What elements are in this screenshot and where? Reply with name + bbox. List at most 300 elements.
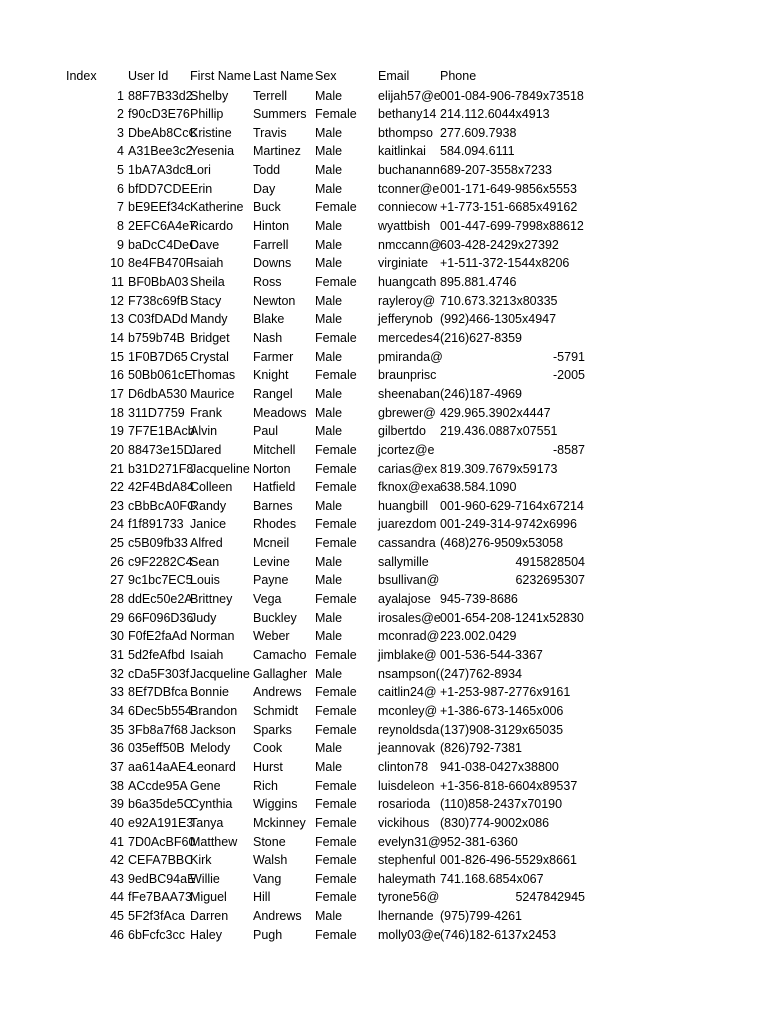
cell-user-id: 8e4FB470F: [128, 256, 194, 271]
cell-phone: 945-739-8686: [440, 592, 518, 607]
cell-last-name: Gallagher: [253, 666, 308, 681]
cell-first-name: Jared: [190, 442, 222, 457]
cell-phone: 001-249-314-9742x6996: [440, 517, 577, 532]
cell-first-name: Tanya: [190, 815, 224, 830]
cell-sex: Female: [315, 648, 357, 662]
cell-phone: 710.673.3213x80335: [440, 293, 558, 308]
cell-index: 34: [110, 703, 124, 718]
table-row: [0, 198, 768, 217]
table-row: [0, 404, 768, 423]
cell-sex: Female: [315, 890, 357, 905]
table-row: [0, 926, 768, 945]
table-row: [0, 310, 768, 329]
cell-phone: (992)466-1305x4947: [440, 312, 557, 327]
cell-user-id: A31Bee3c2: [128, 144, 193, 159]
table-row: [0, 683, 768, 702]
cell-phone: 001-536-544-3367: [440, 648, 543, 662]
table-row: [0, 329, 768, 348]
cell-user-id: c9F2282C4: [128, 554, 193, 569]
cell-sex: Female: [315, 368, 357, 383]
cell-sex: Female: [315, 834, 357, 849]
cell-index: 18: [110, 405, 124, 420]
table-row: [0, 571, 768, 590]
cell-phone: 895.881.4746: [440, 275, 517, 289]
table-row: [0, 888, 768, 907]
table-row: [0, 348, 768, 367]
cell-user-id: 9edBC94aE: [128, 871, 196, 886]
cell-user-id: bfDD7CDE: [128, 181, 190, 196]
cell-index: 35: [110, 722, 124, 737]
cell-sex: Male: [315, 312, 343, 327]
cell-phone: 741.168.6854x067: [440, 871, 544, 886]
cell-last-name: Mcneil: [253, 536, 290, 551]
cell-user-id: CEFA7BBC: [128, 853, 194, 868]
cell-last-name: Hatfield: [253, 480, 296, 495]
cell-user-id: BF0BbA03: [128, 275, 189, 289]
cell-index: 19: [110, 424, 124, 439]
cell-first-name: Randy: [190, 498, 227, 513]
cell-user-id: ACcde95A: [128, 778, 188, 793]
cell-phone: 214.112.6044x4913: [440, 107, 550, 122]
cell-last-name: Payne: [253, 573, 289, 588]
cell-phone: 952-381-6360: [440, 834, 518, 849]
cell-phone: (830)774-9002x086: [440, 815, 550, 830]
cell-sex: Male: [315, 349, 343, 364]
table-row: [0, 833, 768, 852]
cell-user-id: 5F2f3fAca: [128, 909, 185, 924]
cell-index: 23: [110, 498, 124, 513]
header-last-name: Last Name: [253, 69, 314, 83]
cell-phone: 5247842945: [515, 890, 585, 905]
cell-sex: Male: [315, 405, 343, 420]
cell-first-name: Kirk: [190, 853, 212, 868]
cell-index: 39: [110, 797, 124, 812]
cell-phone: 223.002.0429: [440, 629, 517, 644]
cell-user-id: 7F7E1BAcb: [128, 424, 195, 439]
cell-user-id: b31D271F8: [128, 461, 194, 476]
cell-user-id: 1bA7A3dc8: [128, 163, 193, 178]
cell-last-name: Andrews: [253, 685, 302, 700]
cell-sex: Female: [315, 107, 357, 122]
cell-first-name: Thomas: [190, 368, 236, 383]
table-row: [0, 739, 768, 758]
cell-index: 16: [110, 368, 124, 383]
cell-index: 37: [110, 759, 124, 774]
table-row: [0, 385, 768, 404]
cell-last-name: Summers: [253, 107, 307, 122]
cell-user-id: 7D0AcBF60: [128, 834, 196, 849]
cell-sex: Male: [315, 629, 343, 644]
cell-index: 20: [110, 442, 124, 457]
cell-last-name: Andrews: [253, 909, 302, 924]
cell-last-name: Blake: [253, 312, 285, 327]
cell-sex: Male: [315, 610, 343, 625]
cell-user-id: 035eff50B: [128, 741, 185, 756]
cell-user-id: 9c1bc7EC5: [128, 573, 193, 588]
table-row: [0, 161, 768, 180]
cell-user-id: 8Ef7DBfca: [128, 685, 188, 700]
cell-email: caitlin24@: [378, 685, 437, 700]
header-index: Index: [66, 69, 97, 83]
cell-last-name: Rich: [253, 778, 279, 793]
table-row: [0, 851, 768, 870]
cell-sex: Male: [315, 144, 343, 159]
cell-first-name: Brandon: [190, 703, 238, 718]
cell-user-id: 1F0B7D65: [128, 349, 188, 364]
cell-user-id: 88473e15D: [128, 442, 193, 457]
cell-index: 30: [110, 629, 124, 644]
cell-email: wyattbish: [378, 219, 431, 234]
cell-sex: Male: [315, 498, 343, 513]
cell-first-name: Norman: [190, 629, 235, 644]
cell-index: 24: [110, 517, 124, 532]
cell-email: bthompso: [378, 125, 433, 140]
cell-first-name: Isaiah: [190, 256, 224, 271]
cell-last-name: Mitchell: [253, 442, 296, 457]
cell-last-name: Downs: [253, 256, 292, 271]
cell-sex: Female: [315, 927, 357, 942]
table-row: [0, 105, 768, 124]
cell-first-name: Lori: [190, 163, 211, 178]
cell-user-id: 3Fb8a7f68: [128, 722, 188, 737]
cell-email: gilbertdo: [378, 424, 426, 439]
cell-user-id: DbeAb8CcC: [128, 125, 198, 140]
cell-index: 14: [110, 330, 124, 345]
cell-phone: 001-084-906-7849x73518: [440, 88, 584, 103]
cell-user-id: aa614aAE4: [128, 759, 194, 774]
cell-email: jefferynob: [378, 312, 433, 327]
cell-phone: 941-038-0427x38800: [440, 759, 559, 774]
cell-first-name: Ricardo: [190, 219, 234, 234]
cell-sex: Male: [315, 237, 343, 252]
cell-first-name: Leonard: [190, 759, 236, 774]
cell-first-name: Brittney: [190, 592, 233, 607]
cell-last-name: Sparks: [253, 722, 292, 737]
cell-email: huangcath: [378, 275, 437, 289]
cell-first-name: Jackson: [190, 722, 236, 737]
cell-sex: Female: [315, 703, 357, 718]
cell-index: 27: [110, 573, 124, 588]
table-row: [0, 366, 768, 385]
cell-email: tyrone56@: [378, 890, 440, 905]
table-row: [0, 777, 768, 796]
cell-email: pmiranda@: [378, 349, 443, 364]
table-row: [0, 254, 768, 273]
cell-first-name: Shelby: [190, 88, 229, 103]
cell-last-name: Nash: [253, 330, 283, 345]
cell-phone: (468)276-9509x53058: [440, 536, 564, 551]
cell-email: mercedes4: [378, 330, 440, 345]
table-row: [0, 609, 768, 628]
cell-last-name: Terrell: [253, 88, 288, 103]
cell-phone: 001-654-208-1241x52830: [440, 610, 584, 625]
table-row: [0, 665, 768, 684]
cell-email: juarezdom: [378, 517, 437, 532]
cell-phone: (247)762-8934: [440, 666, 523, 681]
cell-phone: (746)182-6137x2453: [440, 927, 557, 942]
cell-last-name: Walsh: [253, 853, 288, 868]
cell-last-name: Barnes: [253, 498, 293, 513]
cell-user-id: f1f891733: [128, 517, 184, 532]
cell-email: jcortez@e: [378, 442, 435, 457]
cell-email: kaitlinkai: [378, 144, 426, 159]
cell-last-name: Rangel: [253, 386, 293, 401]
cell-phone: 001-826-496-5529x8661: [440, 853, 577, 868]
cell-email: buchanann: [378, 163, 440, 178]
table-row: [0, 646, 768, 665]
cell-index: 6: [117, 181, 124, 196]
cell-email: stephenful: [378, 853, 436, 868]
cell-user-id: cDa5F303f: [128, 666, 190, 681]
cell-email: jimblake@: [378, 648, 437, 662]
cell-last-name: Paul: [253, 424, 279, 439]
cell-email: tconner@e: [378, 181, 440, 196]
cell-phone: (826)792-7381: [440, 741, 523, 756]
table-row: [0, 702, 768, 721]
cell-index: 3: [117, 125, 124, 140]
cell-sex: Male: [315, 666, 343, 681]
cell-first-name: Stacy: [190, 293, 222, 308]
cell-sex: Female: [315, 853, 357, 868]
cell-sex: Male: [315, 424, 343, 439]
table-row: [0, 180, 768, 199]
cell-last-name: Martinez: [253, 144, 301, 159]
cell-phone: 001-960-629-7164x67214: [440, 498, 584, 513]
cell-index: 43: [110, 871, 124, 886]
cell-last-name: Knight: [253, 368, 289, 383]
cell-first-name: Cynthia: [190, 797, 233, 812]
cell-first-name: Janice: [190, 517, 227, 532]
cell-sex: Female: [315, 797, 357, 812]
cell-sex: Male: [315, 573, 343, 588]
cell-index: 36: [110, 741, 124, 756]
cell-email: mconrad@: [378, 629, 440, 644]
cell-email: irosales@e: [378, 610, 441, 625]
cell-sex: Female: [315, 778, 357, 793]
cell-email: lhernande: [378, 909, 434, 924]
cell-phone: +1-773-151-6685x49162: [440, 200, 578, 215]
cell-first-name: Melody: [190, 741, 231, 756]
cell-last-name: Rhodes: [253, 517, 297, 532]
cell-last-name: Wiggins: [253, 797, 298, 812]
cell-last-name: Day: [253, 181, 276, 196]
cell-index: 22: [110, 480, 124, 495]
cell-user-id: 2EFC6A4e7: [128, 219, 197, 234]
cell-email: molly03@e: [378, 927, 441, 942]
cell-sex: Female: [315, 592, 357, 607]
table-row: [0, 124, 768, 143]
cell-email: gbrewer@: [378, 405, 436, 420]
cell-user-id: b759b74B: [128, 330, 186, 345]
cell-user-id: e92A191E3: [128, 815, 194, 830]
cell-sex: Female: [315, 871, 357, 886]
cell-index: 21: [110, 461, 124, 476]
cell-sex: Male: [315, 219, 343, 234]
header-sex: Sex: [315, 69, 337, 83]
cell-phone: 689-207-3558x7233: [440, 163, 552, 178]
cell-last-name: Stone: [253, 834, 286, 849]
cell-index: 4: [117, 144, 124, 159]
cell-phone: 277.609.7938: [440, 125, 517, 140]
cell-first-name: Dave: [190, 237, 220, 252]
cell-index: 42: [110, 853, 124, 868]
cell-user-id: cBbBcA0FC: [128, 498, 197, 513]
cell-first-name: Yesenia: [190, 144, 235, 159]
cell-email: nsampson(: [378, 666, 440, 681]
cell-first-name: Jacqueline: [190, 461, 250, 476]
cell-email: virginiate: [378, 256, 429, 271]
cell-first-name: Colleen: [190, 480, 233, 495]
cell-index: 9: [117, 237, 124, 252]
cell-user-id: 5d2feAfbd: [128, 648, 185, 662]
cell-sex: Female: [315, 442, 357, 457]
table-row: [0, 721, 768, 740]
cell-last-name: Travis: [253, 125, 287, 140]
cell-email: luisdeleon: [378, 778, 435, 793]
cell-user-id: bE9EEf34c: [128, 200, 191, 215]
cell-phone: 4915828504: [515, 554, 585, 569]
table-row: [0, 217, 768, 236]
cell-first-name: Louis: [190, 573, 220, 588]
cell-first-name: Sheila: [190, 275, 225, 289]
cell-phone: 638.584.1090: [440, 480, 517, 495]
cell-email: carias@ex: [378, 461, 438, 476]
cell-last-name: Schmidt: [253, 703, 299, 718]
cell-sex: Male: [315, 759, 343, 774]
cell-user-id: fFe7BAA73: [128, 890, 192, 905]
cell-sex: Male: [315, 909, 343, 924]
cell-last-name: Buckley: [253, 610, 297, 625]
cell-phone: -8587: [553, 442, 585, 457]
cell-last-name: Ross: [253, 275, 282, 289]
cell-email: huangbill: [378, 498, 429, 513]
cell-email: bsullivan@: [378, 573, 440, 588]
cell-phone: 6232695307: [515, 573, 585, 588]
cell-last-name: Vang: [253, 871, 282, 886]
table-row: [0, 478, 768, 497]
cell-email: mconley@: [378, 703, 438, 718]
cell-last-name: Weber: [253, 629, 290, 644]
table-row: [0, 534, 768, 553]
cell-first-name: Bridget: [190, 330, 230, 345]
cell-last-name: Farmer: [253, 349, 294, 364]
cell-index: 26: [110, 554, 124, 569]
cell-last-name: Buck: [253, 200, 281, 215]
cell-first-name: Alvin: [190, 424, 218, 439]
cell-first-name: Darren: [190, 909, 229, 924]
cell-email: vickihous: [378, 815, 430, 830]
cell-email: elijah57@e: [378, 88, 441, 103]
cell-email: conniecow: [378, 200, 438, 215]
table-row: [0, 758, 768, 777]
header-phone: Phone: [440, 69, 477, 83]
cell-user-id: 42F4BdA84: [128, 480, 195, 495]
cell-phone: (216)627-8359: [440, 330, 523, 345]
cell-user-id: c5B09fb33: [128, 536, 188, 551]
cell-last-name: Levine: [253, 554, 290, 569]
cell-email: reynoldsda: [378, 722, 440, 737]
cell-user-id: D6dbA530: [128, 386, 188, 401]
cell-first-name: Phillip: [190, 107, 224, 122]
cell-last-name: Pugh: [253, 927, 283, 942]
table-row: [0, 814, 768, 833]
cell-first-name: Gene: [190, 778, 221, 793]
cell-last-name: Vega: [253, 592, 282, 607]
cell-email: sheenaban: [378, 386, 440, 401]
cell-index: 28: [110, 592, 124, 607]
cell-sex: Male: [315, 741, 343, 756]
cell-index: 8: [117, 219, 124, 234]
cell-phone: 219.436.0887x07551: [440, 424, 558, 439]
cell-last-name: Hinton: [253, 219, 290, 234]
cell-index: 10: [110, 256, 124, 271]
cell-sex: Female: [315, 330, 357, 345]
cell-phone: 584.094.6111: [440, 144, 515, 159]
table-row: [0, 236, 768, 255]
cell-last-name: Hurst: [253, 759, 283, 774]
cell-email: sallymille: [378, 554, 429, 569]
cell-user-id: 6bFcfc3cc: [128, 927, 185, 942]
cell-sex: Male: [315, 125, 343, 140]
cell-email: ayalajose: [378, 592, 431, 607]
cell-index: 12: [110, 293, 124, 308]
cell-user-id: F0fE2faAd: [128, 629, 188, 644]
cell-user-id: b6a35de5C: [128, 797, 193, 812]
cell-user-id: ddEc50e2A: [128, 592, 193, 607]
cell-user-id: F738c69fB: [128, 293, 189, 308]
cell-sex: Male: [315, 386, 343, 401]
table-row: [0, 795, 768, 814]
table-row: [0, 460, 768, 479]
cell-index: 1: [117, 88, 124, 103]
cell-sex: Male: [315, 256, 343, 271]
cell-last-name: Camacho: [253, 648, 307, 662]
cell-index: 46: [110, 927, 124, 942]
cell-first-name: Sean: [190, 554, 220, 569]
header-first-name: First Name: [190, 69, 252, 83]
cell-phone: 001-171-649-9856x5553: [440, 181, 577, 196]
table-row: [0, 870, 768, 889]
cell-index: 29: [110, 610, 124, 625]
cell-user-id: 88F7B33d2: [128, 88, 193, 103]
cell-phone: 603-428-2429x27392: [440, 237, 559, 252]
cell-user-id: 50Bb061cE: [128, 368, 193, 383]
cell-email: nmccann@: [378, 237, 442, 252]
cell-first-name: Judy: [190, 610, 217, 625]
table-row: [0, 515, 768, 534]
table-row: [0, 87, 768, 106]
cell-phone: +1-356-818-6604x89537: [440, 778, 578, 793]
table-row: [0, 590, 768, 609]
table-row: [0, 907, 768, 926]
table-row: [0, 441, 768, 460]
cell-index: 31: [110, 648, 124, 662]
cell-index: 25: [110, 536, 124, 551]
cell-email: clinton78: [378, 759, 429, 774]
cell-user-id: 66F096D36: [128, 610, 194, 625]
cell-last-name: Farrell: [253, 237, 289, 252]
cell-phone: +1-511-372-1544x8206: [440, 256, 570, 271]
cell-index: 11: [111, 275, 124, 289]
cell-sex: Male: [315, 181, 343, 196]
header-user-id: User Id: [128, 69, 169, 83]
cell-index: 5: [117, 163, 124, 178]
cell-last-name: Cook: [253, 741, 283, 756]
table-row: [0, 273, 768, 292]
cell-index: 33: [110, 685, 124, 700]
cell-first-name: Erin: [190, 181, 213, 196]
cell-phone: 429.965.3902x4447: [440, 405, 551, 420]
